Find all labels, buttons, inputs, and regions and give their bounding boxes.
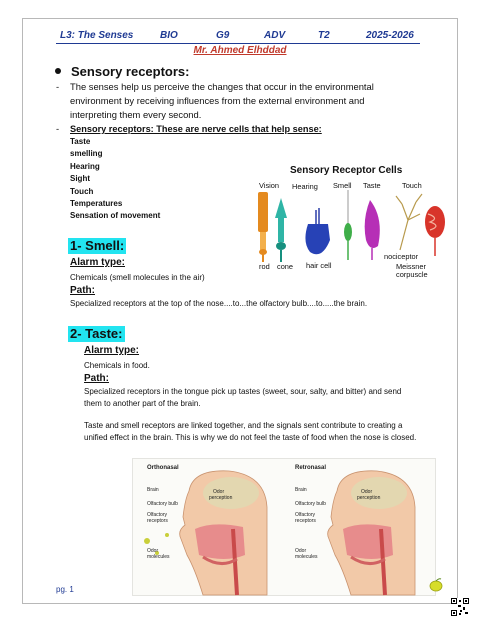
label-nociceptor: nociceptor bbox=[384, 252, 419, 261]
label-rod: rod bbox=[259, 262, 270, 271]
label-receptors-left-2: receptors bbox=[147, 518, 168, 524]
taste-receptor-icon bbox=[365, 200, 380, 260]
header-term: T2 bbox=[318, 30, 330, 41]
page-number: pg. 1 bbox=[56, 585, 74, 594]
head-cross-section-illustration bbox=[133, 459, 437, 597]
label-bulb-left: Olfactory bulb bbox=[147, 501, 178, 507]
label-vision: Vision bbox=[259, 181, 279, 190]
taste-heading: 2- Taste: bbox=[70, 326, 123, 341]
smell-alarm-text: Chemicals (smell molecules in the air) bbox=[70, 273, 205, 282]
taste-alarm-text: Chemicals in food. bbox=[84, 361, 150, 370]
taste-alarm-label: Alarm type: bbox=[84, 345, 140, 356]
list-item: smelling bbox=[70, 149, 103, 159]
label-cortex-left-1: Odor bbox=[213, 489, 225, 495]
header-grade: G9 bbox=[216, 30, 230, 41]
rod-cell-icon bbox=[258, 192, 268, 262]
list-item: Temperatures bbox=[70, 199, 123, 209]
bullet-icon bbox=[55, 68, 61, 74]
senses-list bbox=[70, 136, 160, 223]
label-cortex-right-2: perception bbox=[357, 495, 381, 501]
label-bulb-right: Olfactory bulb bbox=[295, 501, 326, 507]
smell-path-label: Path: bbox=[70, 285, 95, 296]
header-level: ADV bbox=[264, 30, 286, 41]
list-item: Taste bbox=[70, 137, 91, 146]
label-receptors-right-2: receptors bbox=[295, 518, 316, 524]
label-receptors-right-1: Olfactory bbox=[295, 512, 316, 518]
list-item: Touch bbox=[70, 186, 94, 196]
retronasal-title: Retronasal bbox=[295, 465, 327, 471]
smell-receptor-icon bbox=[344, 190, 352, 260]
nasal-anatomy-figure bbox=[132, 458, 436, 596]
label-receptors-left-1: Olfactory bbox=[147, 512, 168, 518]
label-brain-left: Brain bbox=[147, 487, 159, 493]
label-cone: cone bbox=[277, 262, 294, 271]
label-taste: Taste bbox=[363, 181, 381, 190]
label-cortex-right-1: Odor bbox=[361, 489, 373, 495]
section-title: Sensory receptors: bbox=[55, 64, 190, 79]
label-odor-left-2: molecules bbox=[147, 554, 170, 560]
taste-path-text: Specialized receptors in the tongue pick up tastes (sweet, sour, salty, and bitter) and send them to another part of the brain. bbox=[84, 387, 402, 408]
header-rule bbox=[56, 43, 420, 44]
label-touch: Touch bbox=[402, 181, 422, 190]
smell-path-text: Specialized receptors at the top of the nose....to...the olfactory bulb....to.....the brain. bbox=[70, 299, 368, 308]
smell-alarm-label: Alarm type: bbox=[70, 257, 126, 268]
label-brain-right: Brain bbox=[295, 487, 307, 493]
header-year: 2025-2026 bbox=[366, 30, 414, 41]
header-bar bbox=[56, 30, 420, 42]
label-hair-cell: hair cell bbox=[306, 261, 332, 270]
list-item: Sight bbox=[70, 174, 90, 184]
label-odor-right-1: Odor bbox=[295, 548, 307, 554]
label-smell: Smell bbox=[333, 181, 352, 190]
list-item: Sensation of movement bbox=[70, 211, 161, 221]
qr-code-icon bbox=[451, 598, 469, 616]
orthonasal-title: Orthonasal bbox=[147, 465, 179, 471]
lemon-icon bbox=[428, 577, 444, 593]
label-cortex-left-2: perception bbox=[209, 495, 233, 501]
receptor-figure-title: Sensory Receptor Cells bbox=[290, 165, 403, 176]
label-odor-left-1: Odor bbox=[147, 548, 159, 554]
smell-heading: 1- Smell: bbox=[70, 238, 125, 253]
hair-cell-icon bbox=[305, 208, 330, 254]
label-hearing: Hearing bbox=[292, 182, 318, 191]
cone-cell-icon bbox=[275, 198, 287, 262]
label-odor-right-2: molecules bbox=[295, 554, 318, 560]
list-item: Hearing bbox=[70, 161, 100, 171]
nociceptor-icon bbox=[396, 194, 422, 250]
receptor-cells-illustration bbox=[250, 190, 450, 270]
teacher-name: Mr. Ahmed Elhddad bbox=[193, 45, 287, 56]
label-meissner: Meissner bbox=[396, 262, 426, 271]
meissner-corpuscle-icon bbox=[425, 206, 445, 256]
taste-path-label: Path: bbox=[84, 373, 109, 384]
label-corpuscle: corpuscle bbox=[396, 270, 428, 279]
header-lesson: L3: The Senses bbox=[60, 30, 134, 41]
header-subject: BIO bbox=[160, 30, 178, 41]
taste-linked-text: Taste and smell receptors are linked together, and the signals sent contribute to creating a unified effect in the brain. This is why we do not feel the taste of food when the nose is closed. bbox=[84, 421, 417, 442]
